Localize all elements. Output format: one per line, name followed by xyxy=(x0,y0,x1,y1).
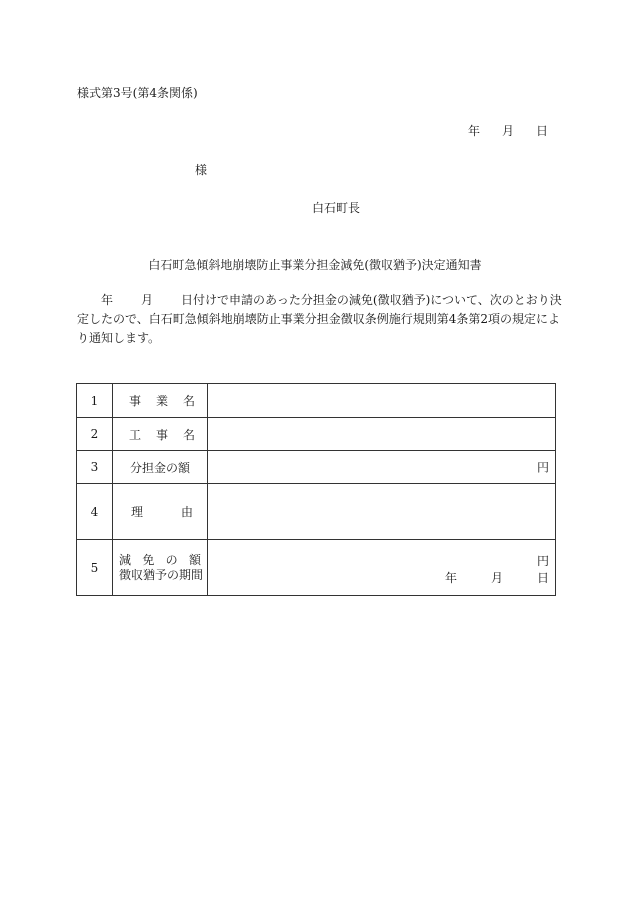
share-amount-field[interactable] xyxy=(208,451,556,484)
row-label-work-name xyxy=(113,418,208,451)
table-row xyxy=(77,384,556,418)
label-char: 名 xyxy=(182,394,195,408)
label-char: 由 xyxy=(180,505,193,519)
row-number: 4 xyxy=(77,484,113,540)
row-label-reduction xyxy=(113,540,208,596)
body-line-3: り通知します。 xyxy=(77,331,161,345)
label-char: 名 xyxy=(182,427,195,442)
label-char: 事 xyxy=(129,394,142,408)
row-number: 5 xyxy=(77,540,113,596)
row-label-project-name xyxy=(113,384,208,418)
label-char: 免 xyxy=(142,552,155,567)
reduction-field[interactable] xyxy=(208,540,556,596)
row-number: 1 xyxy=(77,384,113,418)
row-number: 2 xyxy=(77,418,113,451)
table-row xyxy=(77,484,556,540)
date-year-label: 年 xyxy=(467,124,480,138)
reason-field[interactable] xyxy=(208,484,556,540)
date-day-label: 日 xyxy=(535,124,548,138)
work-name-field[interactable] xyxy=(208,418,556,451)
row-number: 3 xyxy=(77,451,113,484)
date-month-label: 月 xyxy=(501,124,514,138)
deferral-month-label: 月 xyxy=(490,571,503,585)
label-char: 業 xyxy=(155,394,168,408)
deferral-year-label: 年 xyxy=(444,571,457,585)
table-row xyxy=(77,540,556,596)
body-line-1-text: 日付けで申請のあった分担金の減免(徴収猶予)について、次のとおり決 xyxy=(181,293,562,307)
yen-unit: 円 xyxy=(536,554,549,568)
label-char: 工 xyxy=(129,427,142,442)
deferral-date xyxy=(445,569,549,586)
table-row xyxy=(77,418,556,451)
issuer-name: 白石町長 xyxy=(312,201,361,215)
label-char: 事 xyxy=(155,427,168,442)
recipient-suffix: 様 xyxy=(195,163,208,177)
issue-date xyxy=(468,122,548,139)
label-char: 理 xyxy=(131,505,144,519)
row-label-share-amount: 分担金の額 xyxy=(113,451,208,484)
deferral-period-label: 徴収猶予の期間 xyxy=(119,567,204,582)
form-number: 様式第3号(第4条関係) xyxy=(77,86,198,100)
body-month: 月 xyxy=(141,293,154,307)
table-row xyxy=(77,451,556,484)
label-char: 額 xyxy=(188,552,201,567)
label-char: 減 xyxy=(119,552,132,567)
body-line-1 xyxy=(77,291,562,310)
body-paragraph xyxy=(77,291,562,348)
detail-table xyxy=(76,383,556,596)
deferral-day-label: 日 xyxy=(536,571,549,585)
reduction-amount-label xyxy=(119,553,201,568)
yen-unit: 円 xyxy=(536,460,549,475)
label-char: の xyxy=(165,552,178,567)
row-label-reason xyxy=(113,484,208,540)
project-name-field[interactable] xyxy=(208,384,556,418)
body-year: 年 xyxy=(101,293,114,307)
body-line-2: 定したので、白石町急傾斜地崩壊防止事業分担金徴収条例施行規則第4条第2項の規定によ xyxy=(77,312,561,326)
document-title: 白石町急傾斜地崩壊防止事業分担金減免(徴収猶予)決定通知書 xyxy=(148,258,482,272)
